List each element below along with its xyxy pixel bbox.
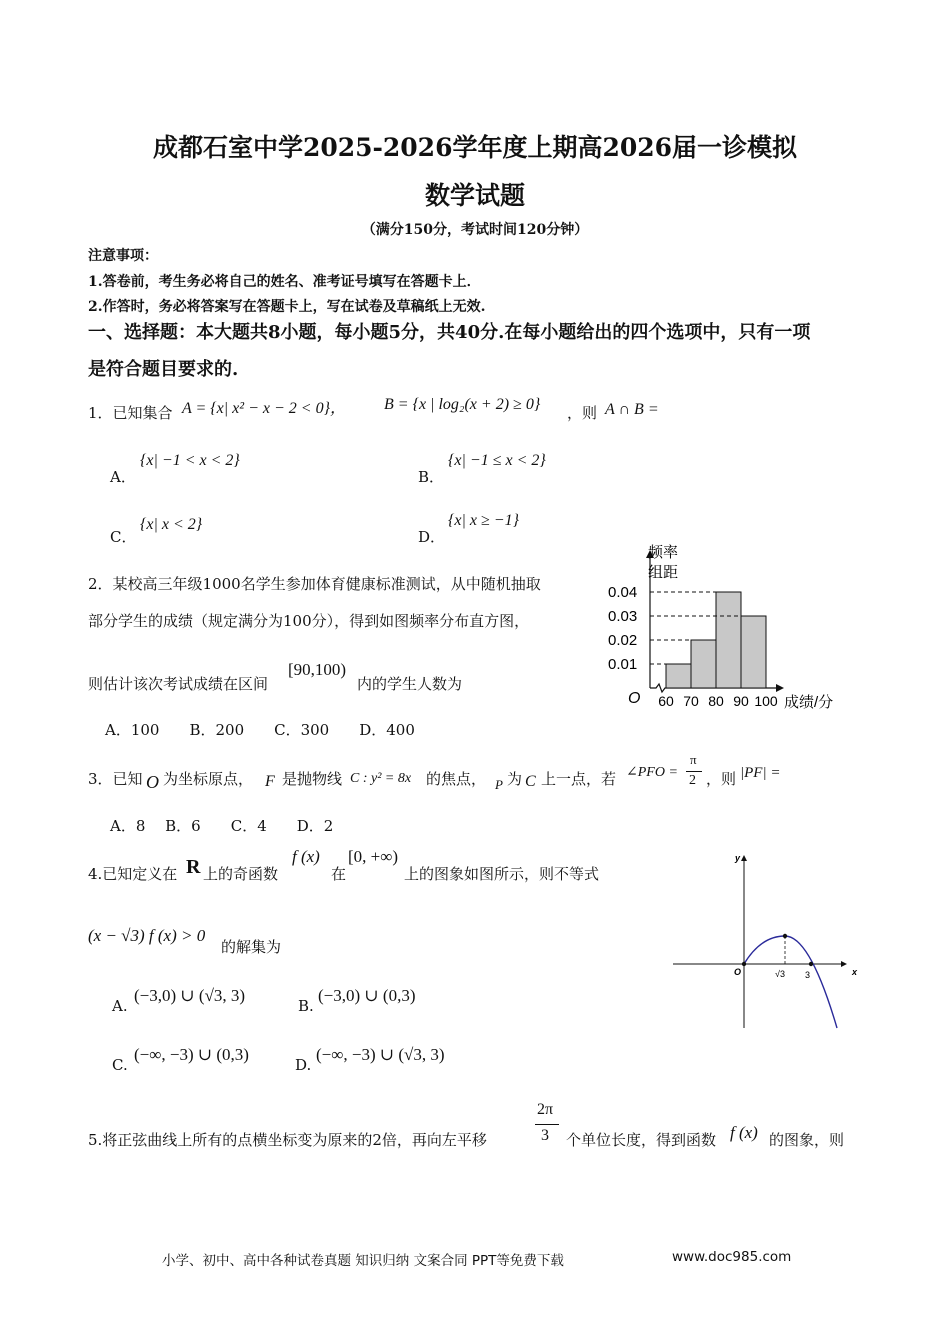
origin-label: O	[628, 690, 641, 707]
notice-heading: 注意事项：	[88, 248, 158, 264]
histogram-bar	[666, 664, 691, 688]
q4-fx: f (x)	[292, 847, 320, 866]
q3-f: F	[265, 773, 275, 790]
q4-inequality: (x − √3) f (x) > 0	[88, 926, 206, 945]
q4-option-a: (−3,0) ∪ (√3, 3)	[134, 986, 246, 1005]
q2-line2: 部分学生的成绩（规定满分为100分），得到如图频率分布直方图，	[88, 612, 530, 630]
q3-text-c: 是抛物线	[282, 770, 343, 788]
q2-line3a: 则估计该次考试成绩在区间	[88, 675, 269, 693]
q3-p: P	[495, 777, 503, 792]
q3-c: C	[525, 773, 536, 790]
q1-set-b: B = {x | log₂(x + 2) ≥ 0}	[384, 396, 541, 413]
q4-option-a-label: A.	[112, 997, 128, 1015]
y-tick-label: 0.01	[608, 656, 638, 673]
notice-item-2: 2.作答时，务必将答案写在答题卡上，写在试卷及草稿纸上无效.	[88, 299, 486, 315]
section-heading-line2: 是符合题目要求的.	[88, 359, 239, 380]
notice-item-1: 1.答卷前，考生务必将自己的姓名、准考证号填写在答题卡上．	[88, 274, 481, 290]
histogram-bar	[716, 592, 741, 688]
q5-fraction-bar	[535, 1124, 559, 1125]
origin-point	[742, 962, 746, 966]
max-point	[783, 934, 787, 938]
q3-fraction-bar	[686, 771, 702, 772]
sqrt3-label: √3	[775, 969, 785, 979]
q4-text-c: 在	[331, 865, 347, 883]
q4-option-b: (−3,0) ∪ (0,3)	[318, 986, 416, 1005]
histogram-bar	[691, 640, 716, 688]
x-axis-label: 成绩/分	[784, 694, 834, 711]
y-axis-label: y	[735, 853, 741, 863]
footer-link[interactable]: www.doc985.com	[672, 1249, 792, 1265]
y-tick-label: 0.03	[608, 608, 638, 625]
q5-text-b: 个单位长度，得到函数	[566, 1131, 717, 1149]
x-tick-label: 80	[708, 693, 724, 709]
q4-option-c: (−∞, −3) ∪ (0,3)	[134, 1045, 249, 1064]
q5-text-a: 5.将正弦曲线上所有的点横坐标变为原来的2倍，再向左平移	[88, 1131, 487, 1149]
q4-option-d: (−∞, −3) ∪ (√3, 3)	[316, 1045, 445, 1064]
q3-text-h: ，则	[706, 770, 737, 788]
q2-options: A．100 B．200 C．300 D．400	[105, 721, 415, 739]
q4-text-e: 的解集为	[221, 938, 282, 956]
q4-option-d-label: D.	[295, 1056, 312, 1074]
y-tick-label: 0.02	[608, 632, 638, 649]
q3-pi: π	[690, 752, 697, 767]
q3-pf: |PF| =	[740, 765, 781, 781]
q4-option-c-label: C.	[112, 1056, 128, 1074]
q1-option-a-label: A．	[110, 468, 136, 486]
x-tick-label: 100	[754, 693, 778, 709]
x-tick-label: 60	[658, 693, 674, 709]
page-title: 成都石室中学2025-2026学年度上期高2026届一诊模拟	[152, 133, 798, 162]
q2-interval: [90,100)	[288, 660, 347, 679]
y-label-top: 频率	[648, 544, 679, 561]
zero-point-3	[809, 962, 813, 966]
q5-denominator: 3	[541, 1127, 549, 1144]
q1-prefix: 1．已知集合	[88, 404, 173, 422]
q3-curve: C : y² = 8x	[350, 771, 412, 786]
q4-text-b: 上的奇函数	[203, 865, 279, 883]
q1-option-d: {x| x ≥ −1}	[448, 512, 519, 529]
function-graph	[668, 850, 868, 1032]
x-tick-label: 70	[683, 693, 699, 709]
q4-text-d: 上的图象如图所示，则不等式	[404, 865, 600, 883]
q1-option-c-label: C．	[110, 528, 137, 546]
q4-r: R	[186, 856, 201, 878]
q3-o: O	[146, 772, 159, 792]
q1-ask: A ∩ B =	[605, 401, 659, 418]
x-axis-arrow	[776, 684, 784, 692]
q2-line3b: 内的学生人数为	[357, 675, 463, 693]
x-tick-label: 90	[733, 693, 749, 709]
x-axis-label: x	[852, 967, 858, 977]
q3-text-e: 为	[507, 770, 523, 788]
section-heading-line1: 一、选择题：本大题共8小题，每小题5分，共40分.在每小题给出的四个选项中，只有一项	[88, 322, 811, 343]
q1-option-b-label: B．	[418, 468, 445, 486]
function-curve	[744, 936, 837, 1028]
q1-option-a: {x| −1 < x < 2}	[140, 452, 240, 469]
q5-numerator: 2π	[537, 1101, 554, 1118]
q3-text-g: 上一点，若	[541, 770, 617, 788]
q1-suffix: ，则	[567, 404, 598, 422]
exam-meta: （满分150分，考试时间120分钟）	[361, 222, 589, 238]
page-subtitle: 数学试题	[424, 181, 525, 210]
q1-set-a: A = {x| x² − x − 2 < 0}，	[182, 400, 346, 417]
q3-angle: ∠PFO =	[626, 765, 678, 780]
q2-line1: 2．某校高三年级1000名学生参加体育健康标准测试，从中随机抽取	[88, 575, 541, 593]
histogram-bar	[741, 616, 766, 688]
q4-text-a: 4.已知定义在	[88, 865, 178, 883]
q3-text-d: 的焦点，	[426, 770, 487, 788]
q3-two: 2	[689, 773, 696, 788]
q4-domain: [0, +∞)	[348, 847, 399, 866]
q4-option-b-label: B.	[298, 997, 314, 1015]
graph-origin-label: O	[734, 967, 742, 977]
q3-text-a: 3．已知	[88, 770, 143, 788]
three-label: 3	[805, 970, 811, 980]
q3-options: A．8 B．6 C．4 D．2	[110, 817, 334, 835]
q1-option-d-label: D．	[418, 528, 446, 546]
q5-text-c: 的图象，则	[769, 1131, 845, 1149]
y-tick-label: 0.04	[608, 584, 638, 601]
q1-option-c: {x| x < 2}	[140, 516, 203, 533]
q5-fx: f (x)	[730, 1123, 758, 1142]
histogram-chart	[600, 540, 850, 720]
q3-text-b: 为坐标原点，	[163, 770, 254, 788]
y-label-bottom: 组距	[648, 564, 679, 581]
footer-text: 小学、初中、高中各种试卷真题 知识归纳 文案合同 PPT等免费下载	[162, 1253, 564, 1269]
q1-option-b: {x| −1 ≤ x < 2}	[448, 452, 546, 469]
